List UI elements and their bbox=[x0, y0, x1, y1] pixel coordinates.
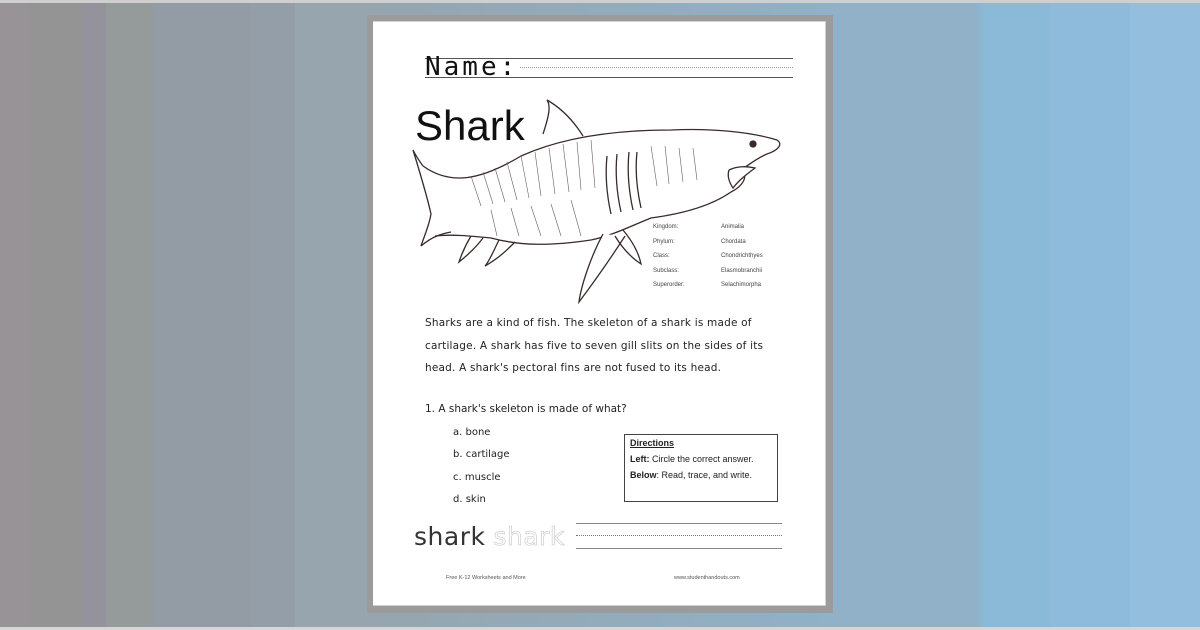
page-title: Shark bbox=[415, 102, 525, 149]
taxonomy-value: Elasmobranchii bbox=[721, 267, 763, 274]
top-strip bbox=[0, 0, 1200, 3]
taxonomy-row bbox=[653, 249, 793, 264]
directions-below-label: Below bbox=[630, 470, 657, 480]
footer-left: Free K-12 Worksheets and More bbox=[446, 575, 526, 581]
taxonomy-value: Chordata bbox=[721, 238, 746, 245]
handwriting-lines bbox=[576, 523, 782, 549]
taxonomy-key: Subclass: bbox=[653, 267, 680, 274]
trace-word-dotted: shark bbox=[493, 522, 565, 551]
taxonomy-key: Phylum: bbox=[653, 238, 675, 245]
question-1: 1. A shark's skeleton is made of what? bbox=[425, 403, 627, 415]
option-d: d. skin bbox=[453, 493, 486, 505]
directions-left-text: Circle the correct answer. bbox=[649, 454, 754, 464]
directions-left-label: Left: bbox=[630, 454, 650, 464]
taxonomy-row bbox=[653, 278, 793, 293]
taxonomy-row bbox=[653, 235, 793, 250]
write-line-dotted bbox=[576, 535, 782, 536]
option-c: c. muscle bbox=[453, 471, 501, 483]
taxonomy-key: Class: bbox=[653, 253, 670, 260]
write-line-bottom bbox=[576, 548, 782, 549]
taxonomy-value: Selachimorpha bbox=[721, 282, 762, 289]
trace-word-solid: shark bbox=[414, 522, 486, 551]
paragraph-line: Sharks are a kind of fish. The skeleton of a shark is made of bbox=[425, 317, 752, 329]
directions-below-text: : Read, trace, and write. bbox=[656, 470, 753, 480]
taxonomy-value: Animalia bbox=[721, 224, 745, 231]
taxonomy-row bbox=[653, 220, 793, 235]
taxonomy-key: Superorder: bbox=[653, 282, 685, 289]
directions-title: Directions bbox=[630, 438, 675, 448]
worksheet-frame bbox=[367, 15, 833, 613]
write-line-top bbox=[576, 523, 782, 524]
directions-left bbox=[630, 454, 772, 464]
reading-paragraph bbox=[425, 312, 795, 380]
paragraph-line: cartilage. A shark has five to seven gill slits on the sides of its bbox=[425, 339, 764, 352]
name-line bbox=[425, 54, 793, 80]
directions-box bbox=[624, 434, 778, 502]
worksheet-page bbox=[373, 21, 826, 606]
directions-below bbox=[630, 470, 772, 480]
paragraph-line: head. A shark's pectoral fins are not fused to its head. bbox=[425, 362, 722, 374]
taxonomy-key: Kingdom: bbox=[653, 224, 679, 231]
trace-word-row bbox=[414, 522, 565, 551]
option-a: a. bone bbox=[453, 427, 491, 438]
option-b: b. cartilage bbox=[453, 449, 510, 461]
name-line-dotted bbox=[520, 67, 793, 68]
footer-right: www.studenthandouts.com bbox=[674, 575, 740, 581]
taxonomy-row bbox=[653, 264, 793, 279]
answer-options bbox=[453, 422, 510, 511]
taxonomy-table bbox=[653, 220, 793, 293]
name-label: Name: bbox=[425, 52, 519, 82]
taxonomy-value: Chondrichthyes bbox=[721, 253, 763, 260]
